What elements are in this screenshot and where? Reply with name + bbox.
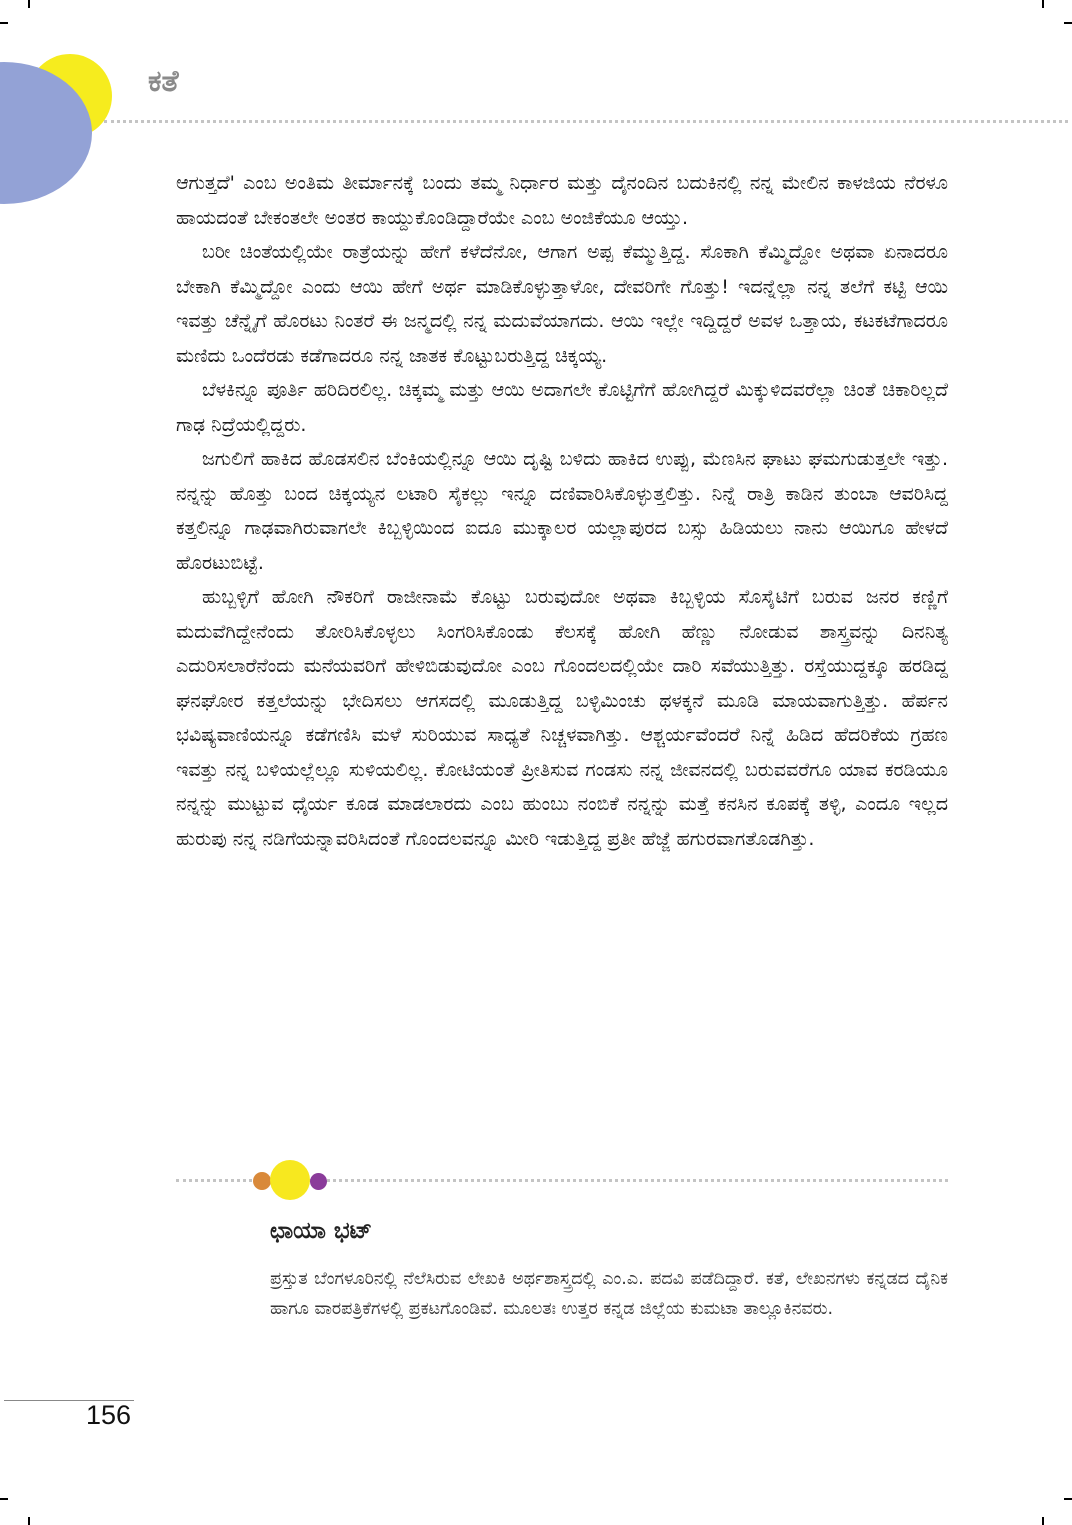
story-paragraph: ಬರೀ ಚಿಂತೆಯಲ್ಲಿಯೇ ರಾತ್ರೆಯನ್ನು ಹೇಗೆ ಕಳೆದೆನೋ, ಆಗಾಗ ಅಪ್ಪ ಕೆಮ್ಮುತ್ತಿದ್ದ. ಸೊಕಾಗಿ ಕೆಮ್ಮಿದ್ದೋ ಅಥವಾ ಏನಾದರೂ ಬೇಕಾಗಿ ಕೆಮ್ಮಿದ್ದೋ ಎಂದು ಆಯಿ ಹೇಗೆ ಅರ್ಥ ಮಾಡಿಕೊಳ್ಳುತ್ತಾಳೋ, ದೇವರಿಗೇ ಗೊತ್ತು! ಇದನ್ನೆಲ್ಲಾ ನನ್ನ ತಲೆಗೆ ಕಟ್ಟಿ ಆಯಿ ಇವತ್ತು ಚೆನ್ನೈಗೆ ಹೊರಟು ನಿಂತರೆ ಈ ಜನ್ಮದಲ್ಲಿ ನನ್ನ ಮದುವೆಯಾಗದು. ಆಯಿ ಇಲ್ಲೇ ಇದ್ದಿದ್ದರೆ ಅವಳ ಒತ್ತಾಯ, ಕಟಕಟೆಗಾದರೂ ಮಣಿದು ಒಂದೆರಡು ಕಡೆಗಾದರೂ ನನ್ನ ಜಾತಕ ಕೊಟ್ಟುಬರುತ್ತಿದ್ದ ಚಿಕ್ಕಯ್ಯ. <box>176 241 948 367</box>
author-name: ಛಾಯಾ ಭಟ್ <box>270 1218 373 1244</box>
crop-mark <box>1042 0 1044 8</box>
crop-mark <box>0 22 8 24</box>
story-paragraph: ಬೆಳಕಿನ್ನೂ ಪೂರ್ತಿ ಹರಿದಿರಲಿಲ್ಲ. ಚಿಕ್ಕಮ್ಮ ಮತ್ತು ಆಯಿ ಅದಾಗಲೇ ಕೊಟ್ಟಿಗೆಗೆ ಹೋಗಿದ್ದರೆ ಮಿಕ್ಕುಳಿದವರೆಲ್ಲಾ ಚಿಂತೆ ಚಿಕಾರಿಲ್ಲದೆ ಗಾಢ ನಿದ್ರೆಯಲ್ಲಿದ್ದರು. <box>176 379 948 436</box>
separator-yellow-dot <box>270 1160 310 1200</box>
separator-purple-dot <box>310 1173 327 1190</box>
crop-mark <box>1042 1517 1044 1525</box>
header-dotted-rule <box>104 120 1068 123</box>
section-title: ಕತೆ <box>148 64 179 99</box>
crop-mark <box>1064 1498 1072 1500</box>
crop-mark <box>0 1498 8 1500</box>
crop-mark <box>28 0 30 8</box>
story-body <box>176 166 948 856</box>
crop-mark <box>28 1517 30 1525</box>
story-paragraph: ಆಗುತ್ತದೆ' ಎಂಬ ಅಂತಿಮ ತೀರ್ಮಾನಕ್ಕೆ ಬಂದು ತಮ್ಮ ನಿರ್ಧಾರ ಮತ್ತು ದೈನಂದಿನ ಬದುಕಿನಲ್ಲಿ ನನ್ನ ಮೇಲಿನ ಕಾಳಜಿಯ ನೆರಳೂ ಹಾಯದಂತೆ ಬೇಕಂತಲೇ ಅಂತರ ಕಾಯ್ದುಕೊಂಡಿದ್ದಾರೆಯೇ ಎಂಬ ಅಂಜಿಕೆಯೂ ಆಯ್ತು. <box>176 172 948 229</box>
story-paragraph: ಜಗುಲಿಗೆ ಹಾಕಿದ ಹೊಡಸಲಿನ ಬೆಂಕಿಯಲ್ಲಿನ್ನೂ ಆಯಿ ದೃಷ್ಟಿ ಬಳಿದು ಹಾಕಿದ ಉಪ್ಪು, ಮೆಣಸಿನ ಘಾಟು ಘಮಗುಡುತ್ತಲೇ ಇತ್ತು. ನನ್ನನ್ನು ಹೊತ್ತು ಬಂದ ಚಿಕ್ಕಯ್ಯನ ಲಟಾರಿ ಸೈಕಲ್ಲು ಇನ್ನೂ ದಣಿವಾರಿಸಿಕೊಳ್ಳುತ್ತಲಿತ್ತು. ನಿನ್ನೆ ರಾತ್ರಿ ಕಾಡಿನ ತುಂಬಾ ಆವರಿಸಿದ್ದ ಕತ್ತಲಿನ್ನೂ ಗಾಢವಾಗಿರುವಾಗಲೇ ಕಿಬ್ಬಳ್ಳಿಯಿಂದ ಐದೂ ಮುಕ್ಕಾಲರ ಯಲ್ಲಾಪುರದ ಬಸ್ಸು ಹಿಡಿಯಲು ನಾನು ಆಯಿಗೂ ಹೇಳದೆ ಹೊರಟುಬಿಟ್ಟೆ. <box>176 448 948 574</box>
story-paragraph: ಹುಬ್ಬಳ್ಳಿಗೆ ಹೋಗಿ ನೌಕರಿಗೆ ರಾಜೀನಾಮೆ ಕೊಟ್ಟು ಬರುವುದೋ ಅಥವಾ ಕಿಬ್ಬಳ್ಳಿಯ ಸೊಸೈಟಿಗೆ ಬರುವ ಜನರ ಕಣ್ಣಿಗೆ ಮದುವೆಗಿದ್ದೇನೆಂದು ತೋರಿಸಿಕೊಳ್ಳಲು ಸಿಂಗರಿಸಿಕೊಂಡು ಕೆಲಸಕ್ಕೆ ಹೋಗಿ ಹೆಣ್ಣು ನೋಡುವ ಶಾಸ್ತ್ರವನ್ನು ದಿನನಿತ್ಯ ಎದುರಿಸಲಾರೆನೆಂದು ಮನೆಯವರಿಗೆ ಹೇಳಿಬಿಡುವುದೋ ಎಂಬ ಗೊಂದಲದಲ್ಲಿಯೇ ದಾರಿ ಸವೆಯುತ್ತಿತ್ತು. ರಸ್ತೆಯುದ್ದಕ್ಕೂ ಹರಡಿದ್ದ ಘನಘೋರ ಕತ್ತಲೆಯನ್ನು ಭೇದಿಸಲು ಆಗಸದಲ್ಲಿ ಮೂಡುತ್ತಿದ್ದ ಬಳ್ಳಿಮಿಂಚು ಥಳಕ್ಕನೆ ಮೂಡಿ ಮಾಯವಾಗುತ್ತಿತ್ತು. ಹೆರ್ಪನ ಭವಿಷ್ಯವಾಣಿಯನ್ನೂ ಕಡೆಗಣಿಸಿ ಮಳೆ ಸುರಿಯುವ ಸಾಧ್ಯತೆ ನಿಚ್ಚಳವಾಗಿತ್ತು. ಆಶ್ಚರ್ಯವೆಂದರೆ ನಿನ್ನೆ ಹಿಡಿದ ಹೆದರಿಕೆಯ ಗ್ರಹಣ ಇವತ್ತು ನನ್ನ ಬಳಿಯಲ್ಲೆಲ್ಲೂ ಸುಳಿಯಲಿಲ್ಲ. ಕೋಟಿಯಂತೆ ಪ್ರೀತಿಸುವ ಗಂಡಸು ನನ್ನ ಜೀವನದಲ್ಲಿ ಬರುವವರೆಗೂ ಯಾವ ಕರಡಿಯೂ ನನ್ನನ್ನು ಮುಟ್ಟುವ ಧೈರ್ಯ ಕೂಡ ಮಾಡಲಾರದು ಎಂಬ ಹುಂಬು ನಂಬಿಕೆ ನನ್ನನ್ನು ಮತ್ತೆ ಕನಸಿನ ಕೂಪಕ್ಕೆ ತಳ್ಳಿ, ಎಂದೂ ಇಲ್ಲದ ಹುರುಪು ನನ್ನ ನಡಿಗೆಯನ್ನಾವರಿಸಿದಂತೆ ಗೊಂದಲವನ್ನೂ ಮೀರಿ ಇಡುತ್ತಿದ್ದ ಪ್ರತೀ ಹೆಜ್ಜೆ ಹಗುರವಾಗತೊಡಗಿತ್ತು. <box>176 586 948 850</box>
separator-orange-dot <box>253 1172 271 1190</box>
crop-mark <box>1064 22 1072 24</box>
page-number: 156 <box>86 1400 132 1430</box>
author-bio: ಪ್ರಸ್ತುತ ಬೆಂಗಳೂರಿನಲ್ಲಿ ನೆಲೆಸಿರುವ ಲೇಖಕಿ ಅರ್ಥಶಾಸ್ತ್ರದಲ್ಲಿ ಎಂ.ಎ. ಪದವಿ ಪಡೆದಿದ್ದಾರೆ. ಕತೆ, ಲೇಖನಗಳು ಕನ್ನಡದ ದೈನಿಕ ಹಾಗೂ ವಾರಪತ್ರಿಕೆಗಳಲ್ಲಿ ಪ್ರಕಟಗೊಂಡಿವೆ. ಮೂಲತಃ ಉತ್ತರ ಕನ್ನಡ ಜಿಲ್ಲೆಯ ಕುಮಟಾ ತಾಲ್ಲೂಕಿನವರು. <box>270 1269 948 1319</box>
